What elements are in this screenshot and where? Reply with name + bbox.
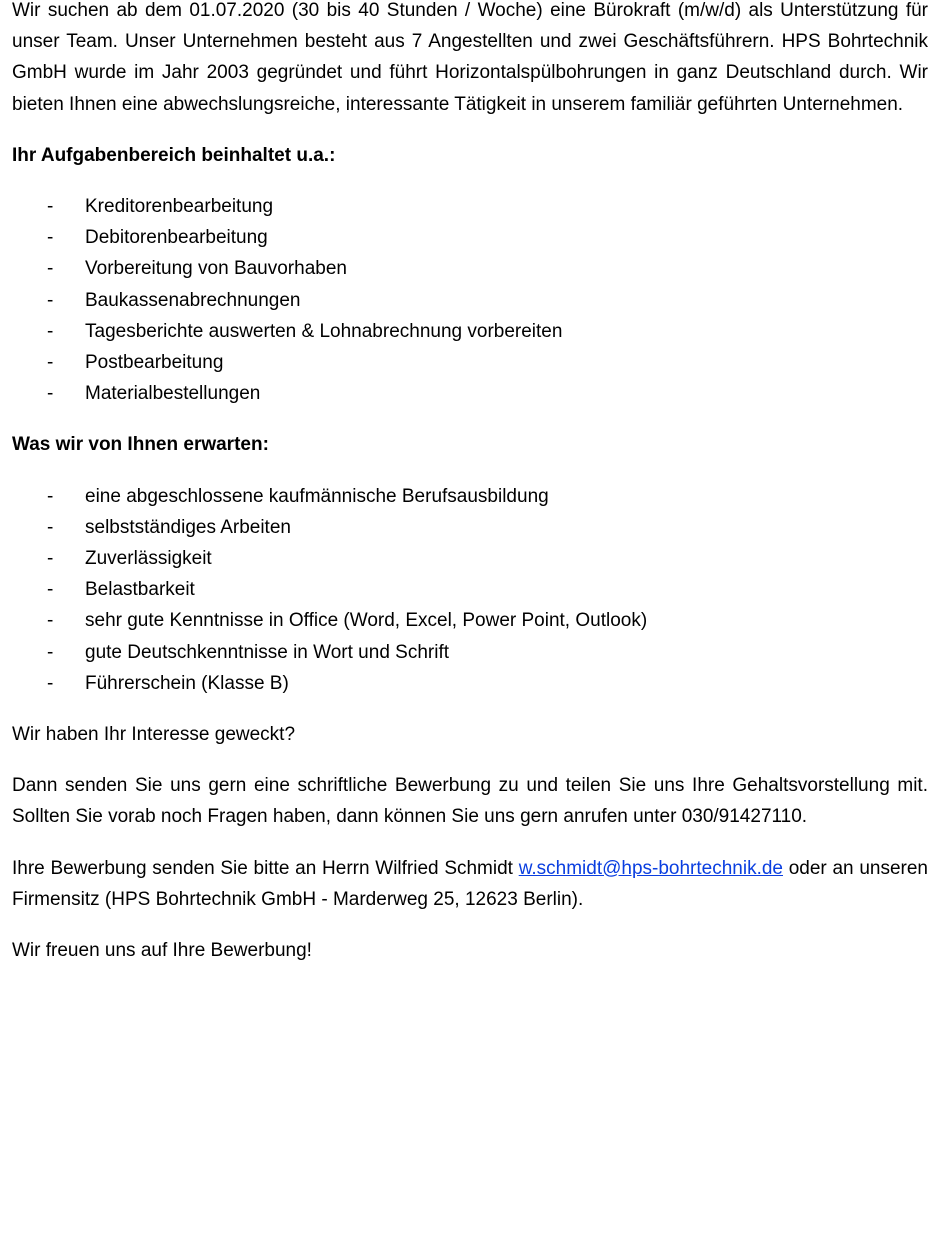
list-item — [12, 543, 928, 574]
list-item-text: gute Deutschkenntnisse in Wort und Schrift — [85, 641, 450, 663]
list-item-text: selbstständiges Arbeiten — [85, 516, 291, 538]
list-item — [12, 512, 928, 543]
requirements-heading: Was wir von Ihnen erwarten: — [12, 434, 269, 456]
tasks-heading: Ihr Aufgabenbereich beinhaltet u.a.: — [12, 144, 336, 166]
list-item-text: eine abgeschlossene kaufmännische Berufsausbildung — [85, 485, 549, 507]
list-item-text: Führerschein (Klasse B) — [85, 672, 289, 694]
closing-paragraph: Wir freuen uns auf Ihre Bewerbung! — [12, 940, 312, 962]
contact-text-after: oder an unseren Firmensitz (HPS Bohrtechnik GmbH - Marderweg 25, 12623 Berlin). — [12, 857, 928, 910]
list-item-text: Tagesberichte auswerten & Lohnabrechnung vorbereiten — [85, 320, 563, 342]
list-item-text: Kreditorenbearbeitung — [85, 196, 274, 218]
bullet-dash: - — [47, 320, 54, 342]
list-item — [12, 222, 928, 253]
list-item — [12, 285, 928, 316]
list-item — [12, 481, 928, 512]
bullet-dash: - — [47, 672, 54, 694]
list-item-text: Vorbereitung von Bauvorhaben — [85, 258, 347, 280]
contact-text-before: Ihre Bewerbung senden Sie bitte an Herrn Wilfried Schmidt — [12, 857, 519, 879]
apply-paragraph: Dann senden Sie uns gern eine schriftliche Bewerbung zu und teilen Sie uns Ihre Gehaltsvorstellung mit. Sollten Sie vorab noch Fragen haben, dann können Sie uns gern anrufen unter 030/91427110. — [12, 775, 928, 828]
bullet-dash: - — [47, 258, 54, 280]
list-item-text: Materialbestellungen — [85, 383, 261, 405]
bullet-dash: - — [47, 485, 54, 507]
bullet-dash: - — [47, 641, 54, 663]
bullet-dash: - — [47, 579, 54, 601]
list-item-text: Debitorenbearbeitung — [85, 227, 268, 249]
list-item-text: Zuverlässigkeit — [85, 548, 212, 570]
list-item-text: Postbearbeitung — [85, 352, 224, 374]
list-item — [12, 605, 928, 636]
interest-paragraph: Wir haben Ihr Interesse geweckt? — [12, 724, 296, 746]
intro-paragraph: Wir suchen ab dem 01.07.2020 (30 bis 40 Stunden / Woche) eine Bürokraft (m/w/d) als Unterstützung für unser Team. Unser Unternehmen besteht aus 7 Angestellten und zwei Geschäftsführern. HPS Bohrtechnik GmbH wurde im Jahr 2003 gegründet und führt Horizontalspülbohrungen in ganz Deutschland durch. Wir bieten Ihnen eine abwechslungsreiche, interessante Tätigkeit in unserem familiär geführten Unternehmen. — [12, 0, 928, 115]
bullet-dash: - — [47, 610, 54, 632]
bullet-dash: - — [47, 227, 54, 249]
bullet-dash: - — [47, 196, 54, 218]
list-item — [12, 637, 928, 668]
requirements-list — [12, 481, 928, 699]
list-item — [12, 191, 928, 222]
bullet-dash: - — [47, 352, 54, 374]
list-item — [12, 668, 928, 699]
bullet-dash: - — [47, 383, 54, 405]
list-item-text: Baukassenabrechnungen — [85, 289, 301, 311]
bullet-dash: - — [47, 289, 54, 311]
email-link[interactable]: w.schmidt@hps-bohrtechnik.de — [518, 857, 783, 879]
tasks-list — [12, 191, 928, 409]
list-item — [12, 316, 928, 347]
contact-paragraph — [12, 853, 928, 915]
list-item — [12, 378, 928, 409]
bullet-dash: - — [47, 548, 54, 570]
list-item-text: sehr gute Kenntnisse in Office (Word, Excel, Power Point, Outlook) — [85, 610, 648, 632]
list-item-text: Belastbarkeit — [85, 579, 195, 601]
list-item — [12, 347, 928, 378]
list-item — [12, 253, 928, 284]
bullet-dash: - — [47, 516, 54, 538]
list-item — [12, 574, 928, 605]
